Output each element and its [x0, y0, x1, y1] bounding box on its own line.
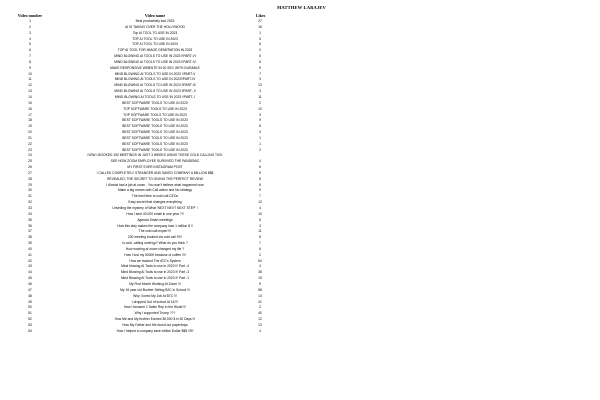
- video-number-cell: 10: [28, 71, 32, 76]
- likes-cell: 27: [258, 19, 262, 23]
- video-name-cell: MY FIRST EVER INSTAGRAM POST: [127, 165, 183, 170]
- likes-cell: 1: [259, 141, 261, 146]
- video-number-cell: 39: [28, 241, 32, 246]
- column-header-video-number: Video number: [17, 13, 43, 18]
- video-number-cell: 49: [28, 299, 32, 304]
- likes-cell: 3: [259, 112, 261, 117]
- video-number-cell: 2: [29, 24, 31, 29]
- likes-cell: 13: [258, 83, 262, 88]
- likes-cell: 15: [258, 276, 262, 281]
- video-name-cell: TOP SOFTWARE TOOLS TO USE IN 2023: [123, 106, 187, 111]
- likes-cell: 5: [259, 54, 261, 59]
- likes-cell: 10: [258, 106, 262, 111]
- video-name-cell: Mind blowing AI Tools to use in 2023 !!! Part -4: [121, 264, 189, 269]
- video-number-cell: 20: [28, 130, 32, 135]
- likes-cell: 14: [258, 293, 262, 298]
- video-name-cell: My First Month Working At Zoom !!!: [129, 281, 181, 286]
- video-name-cell: My 16 year old Brother Selling B2C in School !!!: [120, 287, 190, 292]
- video-number-cell: 4: [29, 36, 31, 41]
- video-name-cell: HOW I BOOKED 150 MEETINGS IN JUST 3 WEEKS USING THESE COLD CALLING TICK: [87, 153, 223, 158]
- video-name-cell: MIND BLOWING AI TOOLS TO USE IN 2023!!PART-IV: [114, 77, 196, 82]
- video-number-cell: 19: [28, 124, 32, 129]
- video-number-cell: 29: [28, 182, 32, 187]
- video-number-cell: 52: [28, 317, 32, 322]
- video-name-cell: How I helped a company save million Dollar $$$ !!!!!!: [116, 328, 194, 333]
- table-row: [0, 329, 300, 335]
- video-name-cell: I dropped Out of school At 16 !!!: [131, 299, 179, 304]
- video-name-cell: SEE HOW ZOOM EMPLOYEE SURVIVED THE PANDEMIC: [110, 159, 200, 164]
- video-number-cell: 44: [28, 270, 32, 275]
- video-number-cell: 42: [28, 258, 32, 263]
- video-name-cell: I CALLED COMPLETELY STRANGER AND SAVED COMPANY A MILLION $$$: [96, 170, 214, 175]
- video-number-cell: 28: [28, 176, 32, 181]
- video-number-cell: 22: [28, 141, 32, 146]
- video-name-cell: BEST SOFTWARE TOOLS TO USE IN 2023: [122, 130, 188, 135]
- video-name-cell: Best productivity tool 2023: [135, 19, 175, 23]
- likes-cell: 6: [259, 59, 261, 64]
- video-name-cell: MIND BLOWING AI TOOLS TO USE IN 2023 !!PART-V: [114, 71, 196, 76]
- video-number-cell: 12: [28, 83, 32, 88]
- video-number-cell: 3: [29, 30, 31, 35]
- video-number-cell: 11: [28, 77, 32, 82]
- likes-cell: 9: [259, 281, 261, 286]
- video-name-cell: Top AI TOOL TO USE IN 2023: [132, 30, 178, 35]
- video-name-cell: How I sent 40,000 email in one year ?!!: [126, 211, 184, 216]
- video-number-cell: 54: [28, 328, 32, 333]
- likes-cell: 7: [259, 71, 261, 76]
- likes-cell: 9: [259, 65, 261, 70]
- likes-cell: 12: [258, 317, 262, 322]
- video-name-cell: Is cold -calling overhyp? What do you think ?: [122, 241, 188, 246]
- video-name-cell: How we tracked The ATC's System: [129, 258, 181, 263]
- likes-cell: 4: [259, 328, 261, 333]
- video-name-cell: How I became 1 Sales Rep in the World !!!: [123, 305, 187, 310]
- video-number-cell: 50: [28, 305, 32, 310]
- video-number-cell: 34: [28, 211, 32, 216]
- video-name-cell: MIND BLOWING AI TOOLS TO USE IN 2023 !!PART-IV: [114, 59, 196, 64]
- column-header-likes: Likes: [256, 13, 266, 18]
- likes-cell: 9: [259, 188, 261, 193]
- likes-cell: 4: [259, 206, 261, 210]
- likes-cell: 4: [259, 264, 261, 269]
- video-number-cell: 25: [28, 159, 32, 164]
- likes-cell: 6: [259, 246, 261, 251]
- video-number-cell: 47: [28, 287, 32, 292]
- likes-cell: 0: [259, 48, 261, 53]
- likes-cell: 16: [258, 24, 262, 29]
- video-number-cell: 5: [29, 42, 31, 47]
- video-number-cell: 38: [28, 235, 32, 240]
- video-name-cell: AI IS TAKING OVER THE HOLLYWOOD: [125, 24, 185, 29]
- likes-cell: 3: [259, 77, 261, 82]
- video-name-cell: BEST SOFTWARE TOOLS TO USE IN 2023: [122, 118, 188, 123]
- likes-cell: 4: [259, 159, 261, 164]
- video-name-cell: Why I supported Trump ???: [134, 311, 176, 316]
- video-number-cell: 46: [28, 281, 32, 286]
- video-name-cell: TOP AI TOOL FOR IMAGE GENERATION IN 2023: [117, 48, 193, 53]
- video-number-cell: 9: [29, 65, 31, 70]
- video-name-cell: How working at zoom changed my life ?: [125, 246, 185, 251]
- video-table-body: [0, 19, 300, 335]
- likes-cell: 6: [259, 124, 261, 129]
- video-name-cell: MIND BLOWING AI TOOLS TO USE IN 2023 !!PART-VI: [114, 54, 196, 59]
- video-number-cell: 17: [28, 112, 32, 117]
- likes-cell: 9: [259, 170, 261, 175]
- video-name-cell: I Almost had a job at zoom , You won't believe what happened now: [106, 182, 204, 187]
- likes-cell: 7: [259, 241, 261, 246]
- video-number-cell: 24: [28, 153, 32, 158]
- video-name-cell: REVEALED: THE SECRET TO GIVING THE PERFECT REVIEW: [107, 176, 203, 181]
- video-name-cell: Mind Blowing AI Tools to use in 2023 !!! Part -1: [120, 276, 190, 281]
- likes-cell: 13: [258, 322, 262, 327]
- likes-cell: 36: [258, 270, 262, 275]
- video-name-cell: MIND BLOWING AI TOOLS TO USE IN 2023 !!PART-III: [114, 83, 196, 88]
- video-number-cell: 15: [28, 100, 32, 105]
- video-number-cell: 30: [28, 188, 32, 193]
- video-number-cell: 43: [28, 264, 32, 269]
- video-name-cell: How this lady makes the company lose 1 million $ !!: [117, 223, 193, 228]
- likes-cell: 11: [258, 229, 262, 234]
- video-name-cell: BEST SOFTWARE TOOLS TO USE IN 2023: [122, 124, 188, 129]
- likes-cell: 5: [259, 36, 261, 41]
- video-name-cell: BEST SOFTWARE TOOLS TO USE IN 2023: [122, 141, 188, 146]
- video-number-cell: 36: [28, 223, 32, 228]
- likes-cell: 54: [258, 258, 262, 263]
- video-name-cell: How My Father and Me found our paperboys: [122, 322, 188, 327]
- video-number-cell: 33: [28, 206, 32, 210]
- likes-cell: 2: [259, 305, 261, 310]
- video-number-cell: 35: [28, 217, 32, 222]
- video-number-cell: 40: [28, 246, 32, 251]
- video-name-cell: The cold call expert !!!: [138, 229, 172, 234]
- video-name-cell: Agenda Smart meetings: [137, 217, 173, 222]
- likes-cell: 5: [259, 176, 261, 181]
- likes-cell: 1: [259, 30, 261, 35]
- video-number-cell: 16: [28, 106, 32, 111]
- video-name-cell: MIND BLOWING AI TOOLS TO USE IN 2023 !!PART- II: [114, 89, 196, 94]
- video-number-cell: 13: [28, 89, 32, 94]
- video-number-cell: 45: [28, 276, 32, 281]
- likes-cell: 1: [259, 135, 261, 140]
- video-number-cell: 18: [28, 118, 32, 123]
- video-name-cell: BEST SOFTWARE TOOLS TO USE IN 2023: [122, 135, 188, 140]
- likes-cell: 8: [259, 235, 261, 240]
- likes-cell: 2: [259, 100, 261, 105]
- likes-cell: 2: [259, 147, 261, 152]
- video-name-cell: Mind Blowing AI Tools to use in 2023 !!! Part -3: [120, 270, 190, 275]
- likes-cell: 10: [258, 211, 262, 216]
- video-name-cell: BEST SOFTWARE TOOLS TO USE IN 2023: [122, 100, 188, 105]
- likes-cell: 6: [259, 182, 261, 187]
- video-number-cell: 37: [28, 229, 32, 234]
- video-name-cell: 200 meeting booked via cold call !!!!!!: [127, 235, 183, 240]
- video-number-cell: 14: [28, 94, 32, 99]
- video-name-cell: TOP AI TOOL TO USE IN 2023: [132, 36, 178, 41]
- video-name-cell: Why I loved My Job At BTC !!!: [133, 293, 177, 298]
- video-name-cell: BEST SOFTWARE TOOLS TO USE IN 2023: [122, 147, 188, 152]
- likes-cell: 6: [259, 42, 261, 47]
- video-number-cell: 1: [29, 19, 31, 23]
- video-name-cell: Make a big moves with Call action and No strategy: [117, 188, 193, 193]
- likes-cell: 6: [259, 165, 261, 170]
- likes-cell: 3: [259, 223, 261, 228]
- video-number-cell: 41: [28, 252, 32, 257]
- video-number-cell: 23: [28, 147, 32, 152]
- video-name-cell: Easy secret that changes everything: [128, 200, 182, 205]
- likes-cell: 3: [259, 89, 261, 94]
- video-number-cell: 8: [29, 59, 31, 64]
- video-name-cell: MIND BLOWING AI TOOLS TO USE IN 2023 !!PART- I: [114, 94, 196, 99]
- video-number-cell: 21: [28, 135, 32, 140]
- video-number-cell: 48: [28, 293, 32, 298]
- sheet-title: MATTHEW LARAJEV: [277, 5, 326, 10]
- video-name-cell: MAKE RESPONSIVE WEBSITE IN 30 SEC WITH DURABLE: [110, 65, 200, 70]
- video-name-cell: The best time to cold call CEOs: [131, 194, 179, 199]
- likes-cell: 9: [259, 118, 261, 123]
- video-name-cell: Unveiling the mystery of What 'NEXT NEXT NEXT STEP' !: [112, 206, 198, 210]
- video-number-cell: 53: [28, 322, 32, 327]
- likes-cell: 2: [259, 252, 261, 257]
- video-number-cell: 26: [28, 165, 32, 170]
- likes-cell: 5: [259, 217, 261, 222]
- video-name-cell: TOP SOFTWARE TOOLS TO USE IN 2023: [123, 112, 187, 117]
- column-header-video-name: Video name: [144, 13, 166, 18]
- video-name-cell: TOP AI TOOL TO USE IN 2023: [132, 42, 178, 47]
- likes-cell: 40: [258, 311, 262, 316]
- likes-cell: 4: [259, 130, 261, 135]
- video-number-cell: 32: [28, 200, 32, 205]
- video-number-cell: 27: [28, 170, 32, 175]
- video-number-cell: 51: [28, 311, 32, 316]
- likes-cell: 13: [258, 200, 262, 205]
- likes-cell: 7: [259, 194, 261, 199]
- video-number-cell: 31: [28, 194, 32, 199]
- video-number-cell: 7: [29, 54, 31, 59]
- likes-cell: 11: [258, 94, 262, 99]
- video-name-cell: How I lost my 50000 because of coffee !!!!: [124, 252, 186, 257]
- video-number-cell: 6: [29, 48, 31, 53]
- likes-cell: 41: [258, 299, 262, 304]
- likes-cell: 58: [258, 287, 262, 292]
- video-name-cell: How Me and My brother Earned 38,000 $ in 30 Days !!!: [114, 317, 196, 322]
